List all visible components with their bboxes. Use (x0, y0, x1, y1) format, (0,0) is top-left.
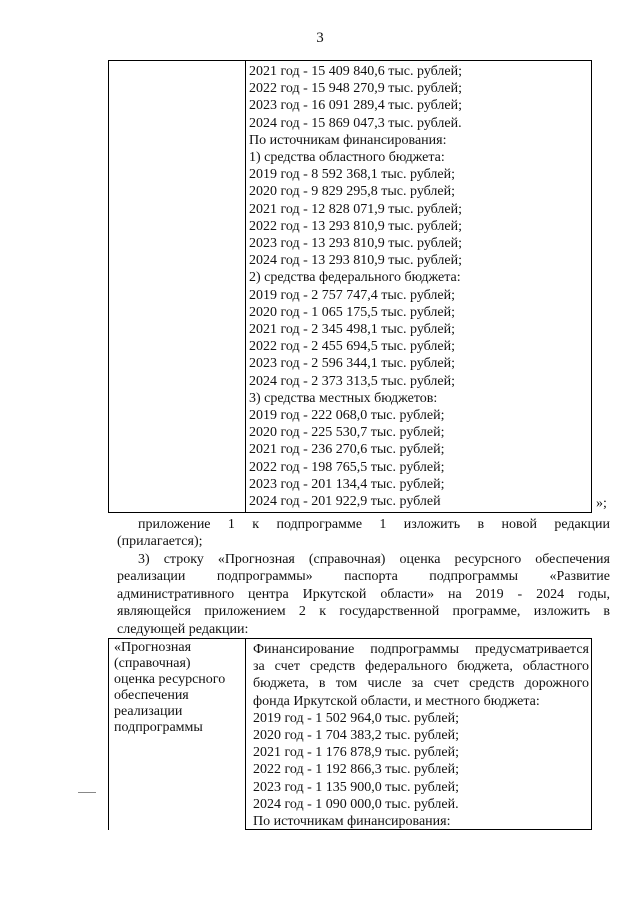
row-header-line: (справочная) (114, 656, 191, 671)
row-header-line: «Прогнозная (114, 640, 192, 655)
funding-line: 2024 год - 13 293 810,9 тыс. рублей; (249, 253, 463, 269)
funding-line: 3) средства местных бюджетов: (249, 390, 438, 406)
content-line: 2024 год - 1 090 000,0 тыс. рублей. (253, 796, 459, 812)
paragraph-line: реализации подпрограммы» паспорта подпрограммы «Развитие (117, 569, 610, 584)
content-line: фонда Иркутской области, и местного бюджета: (253, 693, 540, 709)
margin-mark (78, 792, 96, 793)
column-divider (245, 61, 246, 512)
funding-line: 2019 год - 2 757 747,4 тыс. рублей; (249, 287, 456, 303)
row-header-line: реализации (114, 704, 183, 719)
content-line: По источникам финансирования: (253, 814, 451, 830)
paragraph-line: (прилагается); (117, 534, 203, 549)
resource-estimate-table (108, 638, 592, 830)
funding-line: 2) средства федерального бюджета: (249, 270, 461, 286)
paragraph-line: следующей редакции: (117, 622, 249, 637)
funding-line: 2024 год - 2 373 313,5 тыс. рублей; (249, 373, 456, 389)
row-header-line: подпрограммы (114, 720, 203, 735)
funding-amounts-column (249, 63, 587, 510)
funding-line: 2021 год - 12 828 071,9 тыс. рублей; (249, 201, 463, 217)
funding-line: 2023 год - 13 293 810,9 тыс. рублей; (249, 236, 463, 252)
funding-line: 2020 год - 9 829 295,8 тыс. рублей; (249, 184, 456, 200)
paragraph-line: административного центра Иркутской области» на 2019 - 2024 годы, (117, 587, 610, 602)
content-line: 2023 год - 1 135 900,0 тыс. рублей; (253, 779, 460, 795)
row-header-line: оценка ресурсного (114, 672, 226, 687)
row-content (253, 641, 589, 830)
funding-line: 2021 год - 236 270,6 тыс. рублей; (249, 442, 445, 458)
funding-line: 2024 год - 15 869 047,3 тыс. рублей. (249, 115, 462, 131)
paragraph-line: 3) строку «Прогнозная (справочная) оценка ресурсного обеспечения (138, 552, 610, 567)
content-line: Финансирование подпрограммы предусматривается (253, 642, 589, 657)
content-line: бюджета, в том числе за счет средств дорожного (253, 676, 589, 692)
content-line: за счет средств федерального бюджета, областного (253, 659, 589, 675)
funding-table-continued (108, 60, 592, 513)
row-header (114, 640, 239, 736)
funding-line: 2019 год - 222 068,0 тыс. рублей; (249, 408, 445, 424)
content-line: 2022 год - 1 192 866,3 тыс. рублей; (253, 762, 460, 778)
funding-line: 2020 год - 225 530,7 тыс. рублей; (249, 425, 445, 441)
funding-line: По источникам финансирования: (249, 132, 447, 148)
funding-line: 2019 год - 8 592 368,1 тыс. рублей; (249, 167, 456, 183)
funding-line: 2020 год - 1 065 175,5 тыс. рублей; (249, 304, 456, 320)
closing-quote: »; (596, 496, 607, 511)
paragraph-line: являющейся приложением 2 к государственной программе, изложить в (117, 604, 610, 619)
funding-line: 1) средства областного бюджета: (249, 150, 445, 166)
row-header-line: обеспечения (114, 688, 189, 703)
content-line: 2019 год - 1 502 964,0 тыс. рублей; (253, 710, 460, 726)
paragraph-line: приложение 1 к подпрограмме 1 изложить в новой редакции (138, 517, 610, 532)
funding-line: 2021 год - 15 409 840,6 тыс. рублей; (249, 64, 463, 79)
column-divider (245, 639, 246, 830)
funding-line: 2022 год - 15 948 270,9 тыс. рублей; (249, 81, 463, 97)
row-bottom-border (245, 829, 591, 830)
funding-line: 2024 год - 201 922,9 тыс. рублей (249, 494, 441, 510)
funding-line: 2021 год - 2 345 498,1 тыс. рублей; (249, 322, 456, 338)
funding-line: 2023 год - 2 596 344,1 тыс. рублей; (249, 356, 456, 372)
content-line: 2020 год - 1 704 383,2 тыс. рублей; (253, 728, 460, 744)
funding-line: 2023 год - 201 134,4 тыс. рублей; (249, 476, 445, 492)
funding-line: 2023 год - 16 091 289,4 тыс. рублей; (249, 98, 463, 114)
content-line: 2021 год - 1 176 878,9 тыс. рублей; (253, 745, 460, 761)
funding-line: 2022 год - 198 765,5 тыс. рублей; (249, 459, 445, 475)
page-number: 3 (316, 30, 324, 46)
funding-line: 2022 год - 2 455 694,5 тыс. рублей; (249, 339, 456, 355)
funding-line: 2022 год - 13 293 810,9 тыс. рублей; (249, 218, 463, 234)
